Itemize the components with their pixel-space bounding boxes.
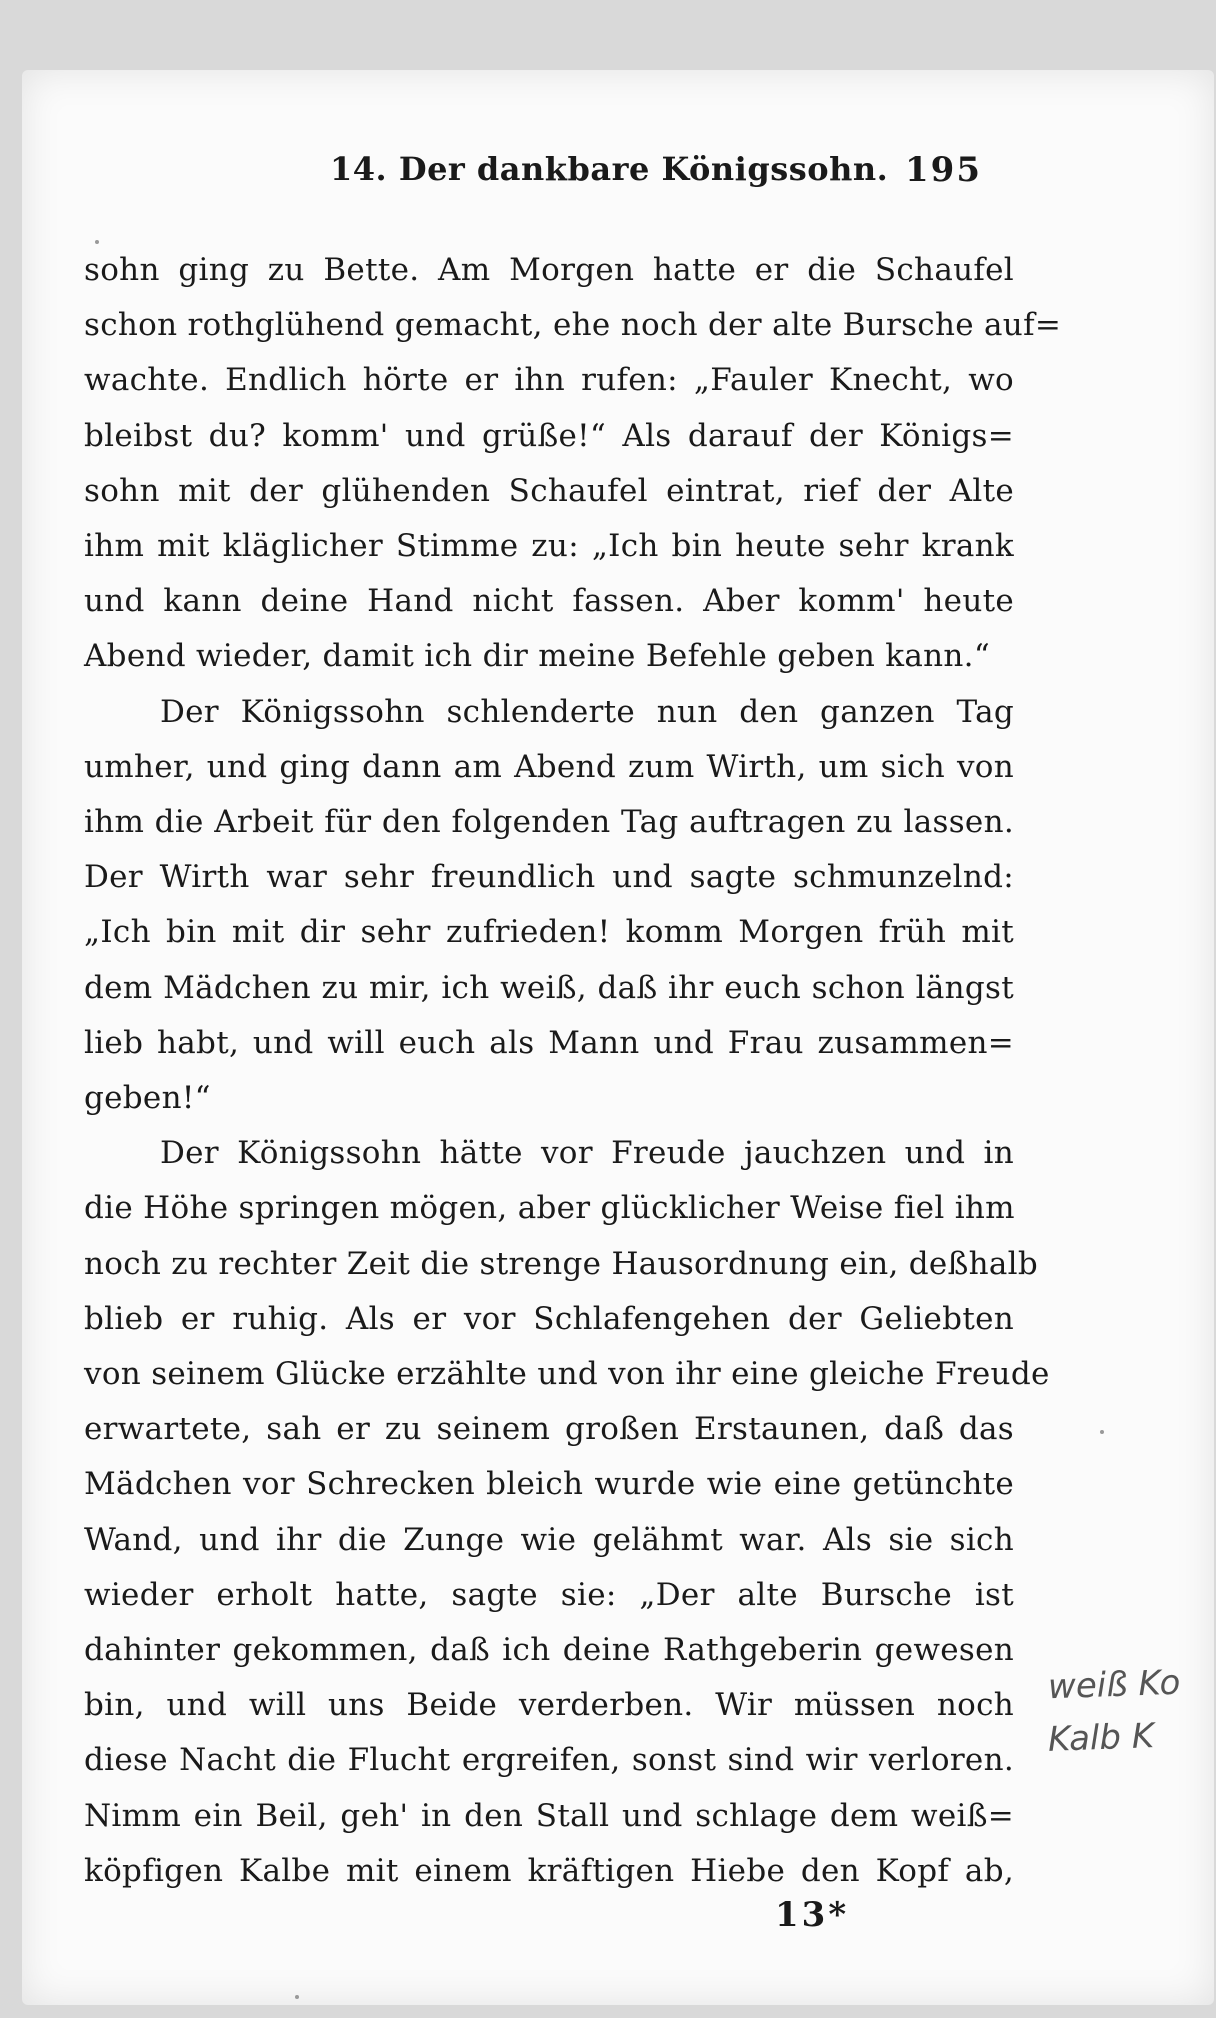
paragraph-start-line: Der Königssohn hätte vor Freude jauchzen und in: [160, 1135, 1014, 1172]
running-title: 14. Der dankbare Königssohn.: [330, 150, 889, 188]
text-line: geben!“: [84, 1080, 211, 1117]
text-line: blieb er ruhig. Als er vor Schlafengehen der Geliebten: [84, 1300, 1014, 1337]
text-line: ihm mit kläglicher Stimme zu: „Ich bin heute sehr krank: [84, 528, 1014, 565]
signature-mark: 13*: [775, 1895, 850, 1935]
text-line: sohn ging zu Bette. Am Morgen hatte er die Schaufel: [84, 252, 1014, 288]
text-line: bleibst du? komm' und grüße!“ Als darauf der Königs=: [84, 417, 1014, 454]
text-line: ihm die Arbeit für den folgenden Tag auftragen zu lassen.: [84, 804, 1014, 841]
text-line: schon rothglühend gemacht, ehe noch der alte Bursche auf=: [84, 307, 1062, 344]
dust-speck: [295, 1995, 299, 1999]
text-line: wieder erholt hatte, sagte sie: „Der alte Bursche ist: [84, 1576, 1014, 1613]
text-line: und kann deine Hand nicht fassen. Aber komm' heute: [84, 583, 1014, 620]
text-line: dahinter gekommen, daß ich deine Rathgeberin gewesen: [84, 1632, 1014, 1669]
text-line: „Ich bin mit dir sehr zufrieden! komm Morgen früh mit: [84, 914, 1014, 951]
dust-speck: [1100, 1430, 1104, 1434]
text-line: Nimm ein Beil, geh' in den Stall und schlage dem weiß=: [84, 1797, 1014, 1834]
text-line: die Höhe springen mögen, aber glücklicher Weise fiel ihm: [84, 1190, 1015, 1227]
page-header: [0, 150, 1216, 200]
text-line: bin, und will uns Beide verderben. Wir müssen noch: [84, 1687, 1014, 1724]
text-line: Abend wieder, damit ich dir meine Befehle geben kann.“: [84, 638, 990, 675]
paragraph-start-line: Der Königssohn schlenderte nun den ganzen Tag: [160, 693, 1014, 730]
text-line: dem Mädchen zu mir, ich weiß, daß ihr euch schon längst: [84, 969, 1014, 1006]
text-line: umher, und ging dann am Abend zum Wirth, um sich von: [84, 748, 1014, 785]
text-line: von seinem Glücke erzählte und von ihr eine gleiche Freude: [84, 1356, 1050, 1393]
text-line: Wand, und ihr die Zunge wie gelähmt war. Als sie sich: [84, 1521, 1014, 1558]
text-line: noch zu rechter Zeit die strenge Hausordnung ein, deßhalb: [84, 1245, 1038, 1282]
text-line: sohn mit der glühenden Schaufel eintrat, rief der Alte: [84, 472, 1014, 509]
page-number: 195: [905, 150, 982, 190]
text-line: diese Nacht die Flucht ergreifen, sonst sind wir verloren.: [84, 1742, 1014, 1779]
text-line: wachte. Endlich hörte er ihn rufen: „Fauler Knecht, wo: [84, 362, 1014, 399]
handwritten-margin-note: Kalb K: [1047, 1716, 1155, 1760]
body-text: [84, 243, 1062, 1899]
handwritten-margin-note: weiß Ko: [1047, 1662, 1181, 1708]
text-line: Der Wirth war sehr freundlich und sagte schmunzelnd:: [84, 859, 1014, 896]
text-line: köpfigen Kalbe mit einem kräftigen Hiebe den Kopf ab,: [84, 1852, 1014, 1889]
text-line: erwartete, sah er zu seinem großen Erstaunen, daß das: [84, 1411, 1014, 1448]
text-line: Mädchen vor Schrecken bleich wurde wie eine getünchte: [84, 1466, 1014, 1503]
text-line: lieb habt, und will euch als Mann und Frau zusammen=: [84, 1024, 1014, 1061]
dust-speck: [95, 240, 99, 244]
